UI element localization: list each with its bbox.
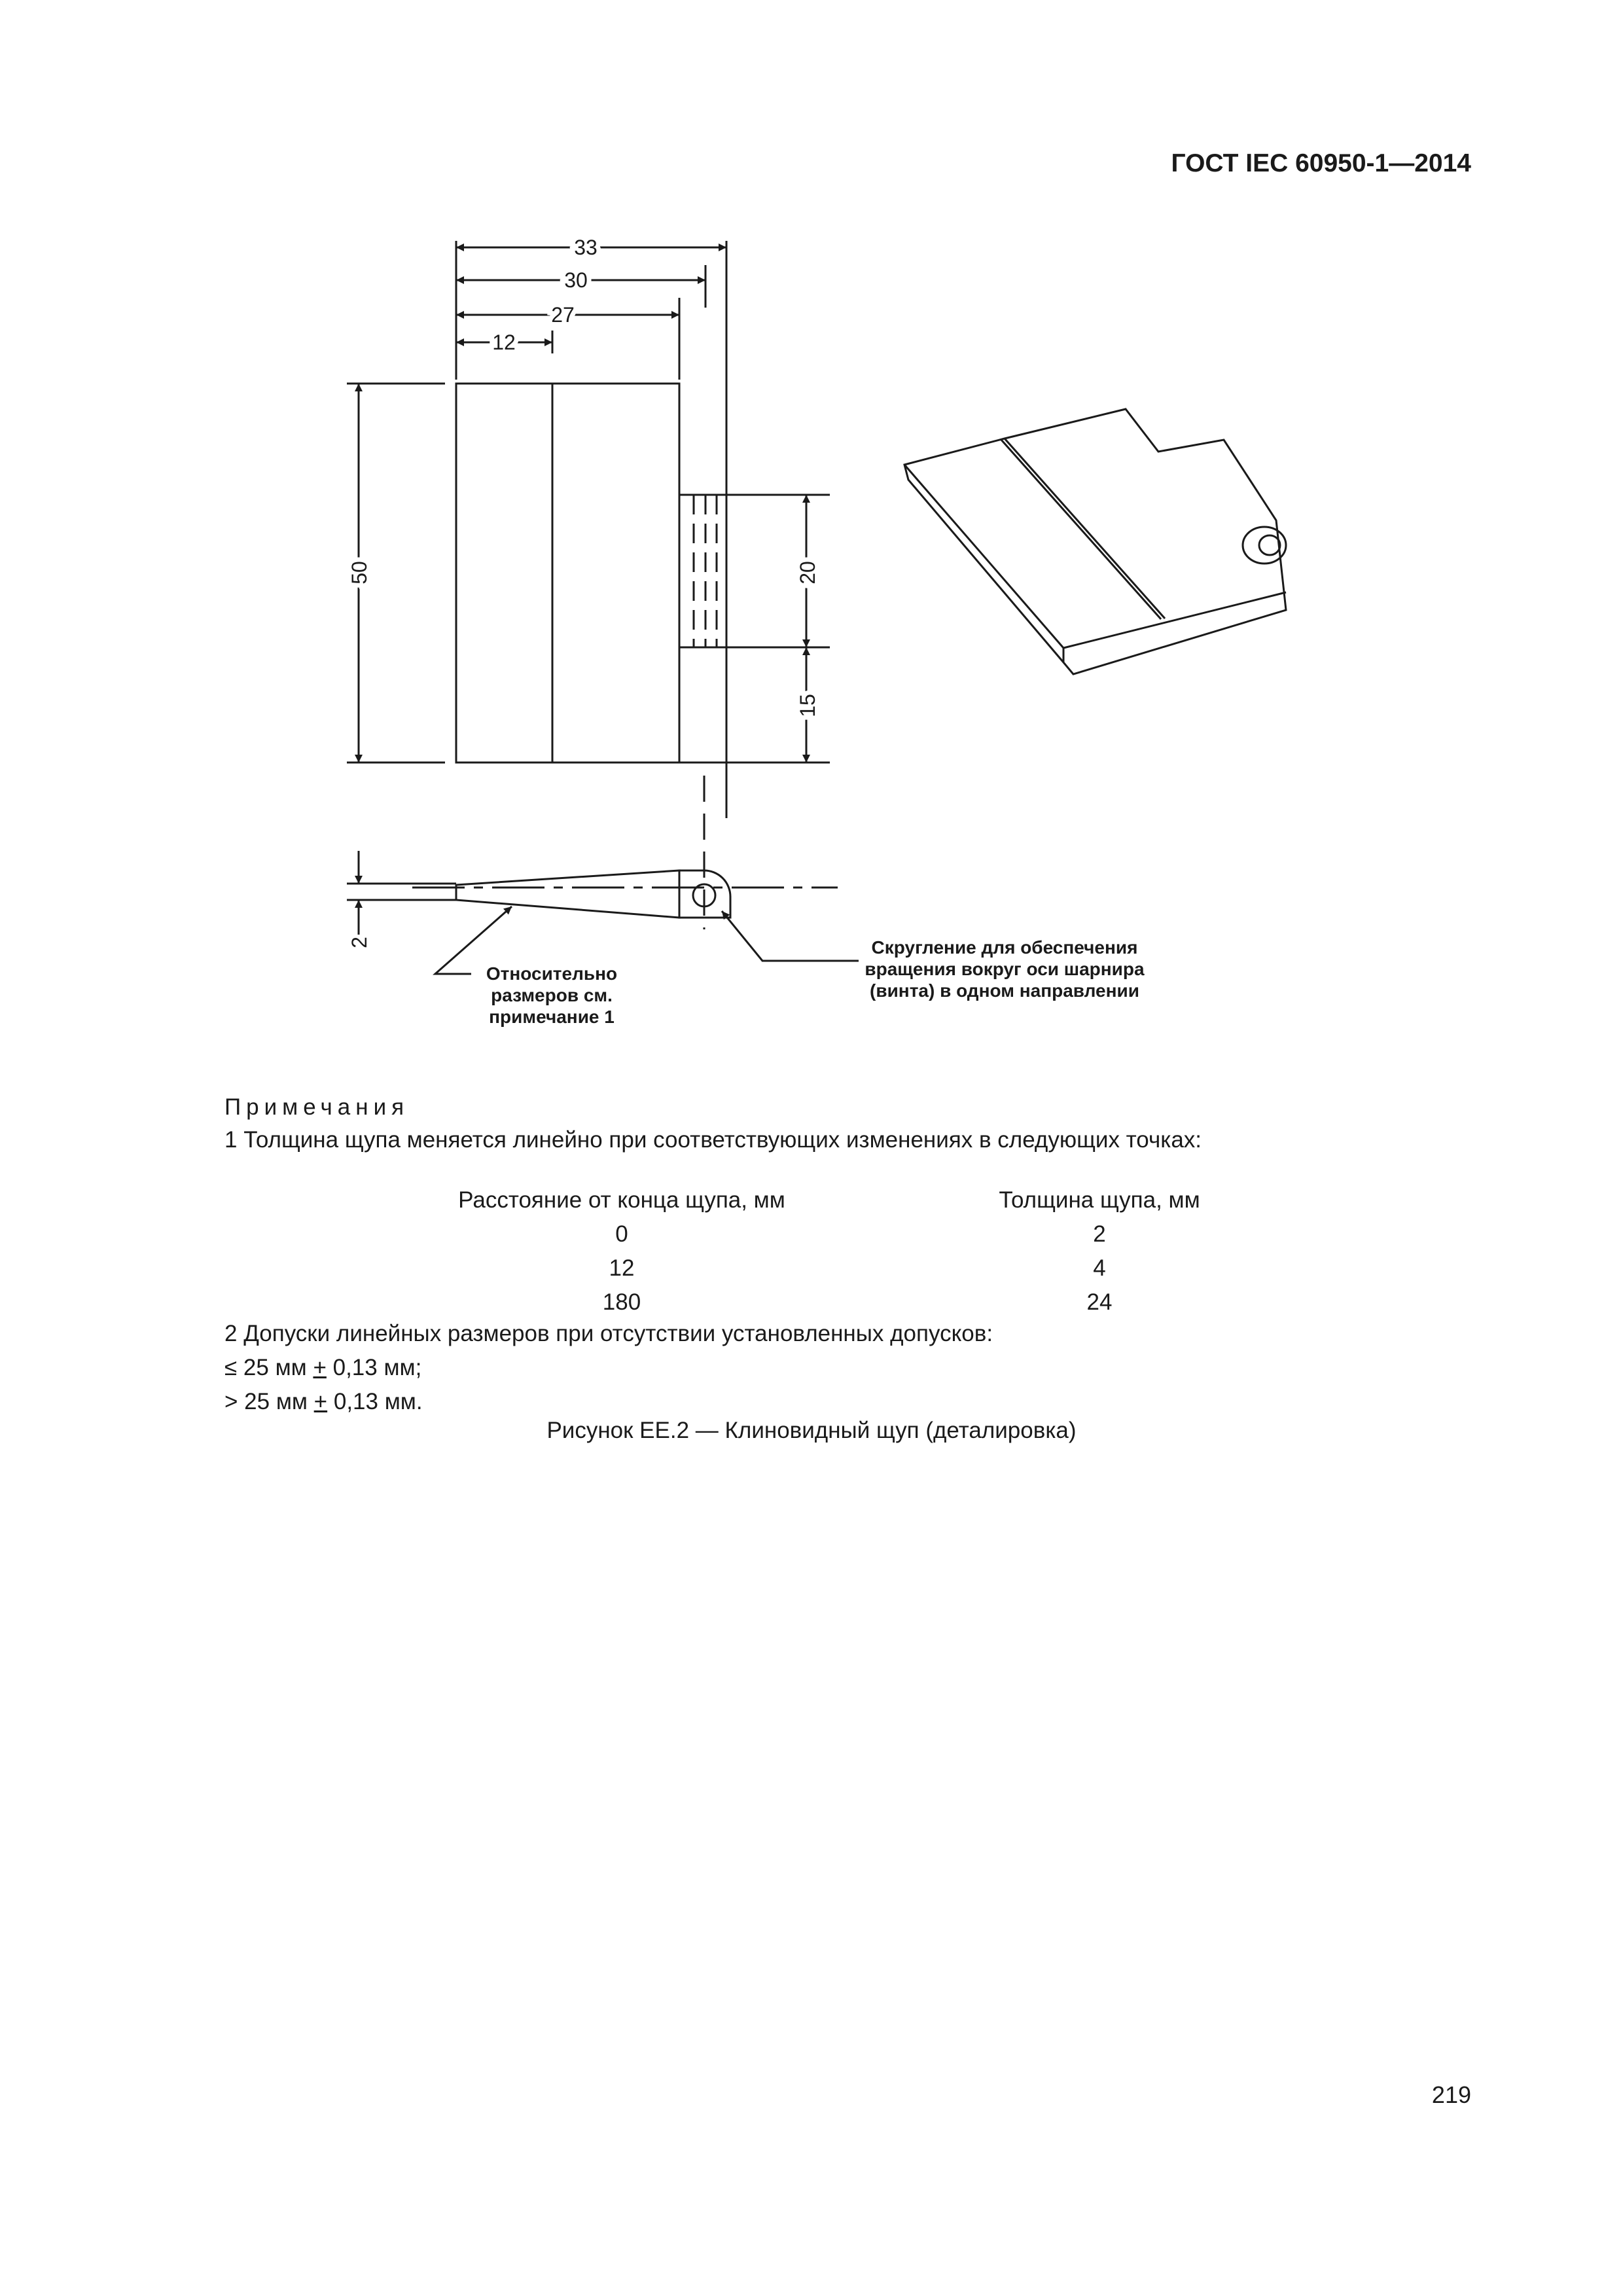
dim-label-30: 30 bbox=[564, 268, 588, 292]
note-1: 1 Толщина щупа меняется линейно при соответствующих изменениях в следующих точках: bbox=[224, 1127, 1202, 1153]
dim-label-27: 27 bbox=[551, 303, 575, 327]
dim-label-15: 15 bbox=[796, 694, 819, 717]
callout-right-line-1: Скругление для обеспечения bbox=[871, 937, 1138, 958]
table-row bbox=[366, 1251, 1322, 1285]
dim-label-12: 12 bbox=[492, 331, 516, 354]
callout-left-line-2: размеров см. bbox=[491, 985, 613, 1005]
figure-caption: Рисунок ЕЕ.2 — Клиновидный щуп (деталировка) bbox=[546, 1418, 1077, 1443]
table-cell: 0 bbox=[615, 1221, 628, 1247]
callout-left-line-1: Относительно bbox=[486, 963, 618, 984]
callout-left-line-3: примечание 1 bbox=[489, 1007, 615, 1027]
isometric-view bbox=[904, 409, 1286, 674]
table-cell: 4 bbox=[1093, 1255, 1106, 1281]
callout-right-line-2: вращения вокруг оси шарнира bbox=[865, 959, 1145, 979]
table-row bbox=[366, 1217, 1322, 1251]
side-view-wedge bbox=[456, 870, 679, 918]
page-number: 219 bbox=[1431, 2081, 1471, 2108]
table-cell: 2 bbox=[1093, 1221, 1106, 1247]
leader-right bbox=[722, 911, 859, 961]
table-cell: 180 bbox=[602, 1289, 641, 1315]
table-row bbox=[366, 1285, 1322, 1319]
table-cell: 12 bbox=[609, 1255, 635, 1281]
tolerance-line-1: ≤ 25 мм + 0,13 мм; bbox=[224, 1355, 422, 1380]
dim-label-50: 50 bbox=[348, 561, 371, 584]
notes-title: Примечания bbox=[224, 1094, 410, 1120]
technical-drawing bbox=[0, 0, 1623, 1047]
tolerance-line-2: > 25 мм + 0,13 мм. bbox=[224, 1389, 423, 1414]
note-2: 2 Допуски линейных размеров при отсутствии установленных допусков: bbox=[224, 1321, 993, 1346]
dim-label-33: 33 bbox=[574, 236, 597, 259]
front-view-body bbox=[456, 384, 679, 762]
table-header-thickness: Толщина щупа, мм bbox=[999, 1187, 1200, 1213]
note-2-block bbox=[224, 1317, 993, 1419]
thickness-table bbox=[366, 1183, 1322, 1319]
front-view-tab bbox=[679, 495, 726, 647]
dim-label-20: 20 bbox=[796, 561, 819, 584]
table-cell: 24 bbox=[1086, 1289, 1113, 1315]
dim-label-2: 2 bbox=[348, 937, 371, 948]
table-header-distance: Расстояние от конца щупа, мм bbox=[458, 1187, 785, 1213]
callout-right-line-3: (винта) в одном направлении bbox=[870, 980, 1139, 1001]
document-header: ГОСТ IEC 60950-1—2014 bbox=[1171, 149, 1471, 177]
